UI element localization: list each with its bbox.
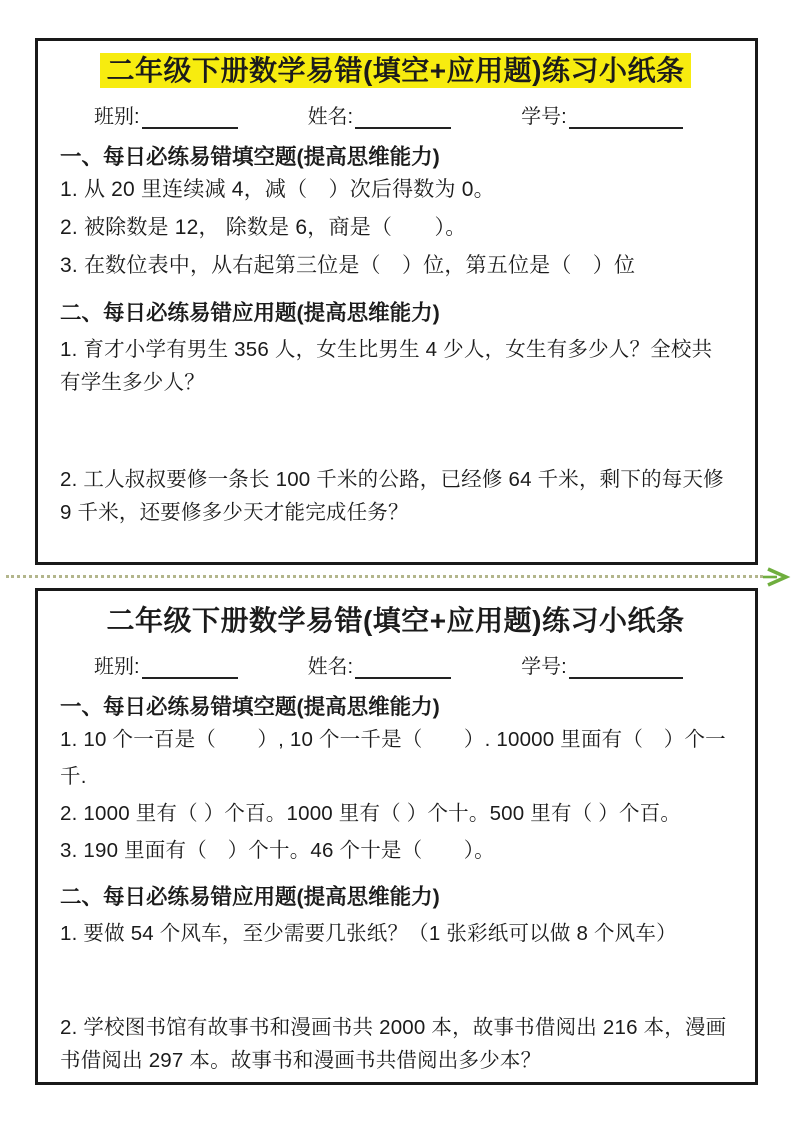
name-field: [308, 655, 452, 679]
word-problem: 1. 育才小学有男生 356 人，女生比男生 4 少人，女生有多少人？全校共有学生多少人？: [60, 338, 713, 394]
class-label: 班别:: [94, 656, 140, 678]
name-blank-line: [355, 106, 451, 129]
student-id-label: 学号:: [521, 656, 567, 678]
fill-question: 2. 被除数是 12， 除数是 6，商是（ ）。: [60, 216, 467, 239]
chevron-right-icon: [761, 566, 791, 588]
cut-line-divider: [6, 565, 791, 588]
word-section-heading-1: 二、每日必练易错应用题(提高思维能力): [60, 301, 440, 325]
fill-question: 1. 10 个一百是（ ）, 10 个一千是（ ）. 10000 里面有（ ）个一千.: [60, 728, 726, 788]
student-info-row-2: [94, 655, 731, 679]
word-problem: 2. 工人叔叔要修一条长 100 千米的公路，已经修 64 千米，剩下的每天修 9 千米，还要修多少天才能完成任务？: [60, 468, 724, 524]
name-blank-line: [355, 656, 451, 679]
fill-section-heading-1: 一、每日必练易错填空题(提高思维能力): [60, 145, 440, 169]
name-label: 姓名:: [307, 106, 354, 128]
worksheet-copy-2: [35, 588, 758, 1085]
student-id-field: [521, 105, 683, 129]
worksheet-copy-1: [35, 38, 758, 565]
fill-question: 3. 在数位表中，从右起第三位是（ ）位，第五位是（ ）位: [60, 254, 636, 277]
answer-space: [60, 950, 731, 1005]
fill-question: 3. 190 里面有（ ）个十。46 个十是（ ）。: [60, 839, 495, 862]
name-field: [308, 105, 452, 129]
class-field: [94, 655, 238, 679]
student-id-label: 学号:: [521, 106, 567, 128]
fill-section-heading-2: 一、每日必练易错填空题(提高思维能力): [60, 695, 440, 719]
class-blank-line: [142, 656, 238, 679]
answer-space: [60, 399, 731, 457]
student-info-row-1: [94, 105, 731, 129]
divider-dotted-line: [6, 575, 763, 578]
class-blank-line: [142, 106, 238, 129]
student-id-field: [521, 655, 683, 679]
worksheet-title: 二年级下册数学易错(填空+应用题)练习小纸条: [106, 605, 685, 636]
name-label: 姓名:: [307, 656, 354, 678]
worksheet-title-highlighted: 二年级下册数学易错(填空+应用题)练习小纸条: [100, 53, 690, 88]
word-section-heading-2: 二、每日必练易错应用题(提高思维能力): [60, 885, 440, 909]
title-row-2: [60, 602, 731, 640]
fill-question: 1. 从 20 里连续减 4，减（ ）次后得数为 0。: [60, 178, 495, 201]
class-field: [94, 105, 238, 129]
word-problem: 1. 要做 54 个风车，至少需要几张纸？（1 张彩纸可以做 8 个风车）: [60, 922, 677, 945]
fill-question: 2. 1000 里有（ ）个百。1000 里有（ ）个十。500 里有（ ）个百。: [60, 802, 682, 825]
title-row-1: [60, 52, 731, 90]
class-label: 班别:: [94, 106, 140, 128]
student-id-blank-line: [569, 106, 683, 129]
student-id-blank-line: [569, 656, 683, 679]
word-problem: 2. 学校图书馆有故事书和漫画书共 2000 本，故事书借阅出 216 本，漫画书借阅出 297 本。故事书和漫画书共借阅出多少本？: [60, 1016, 727, 1072]
